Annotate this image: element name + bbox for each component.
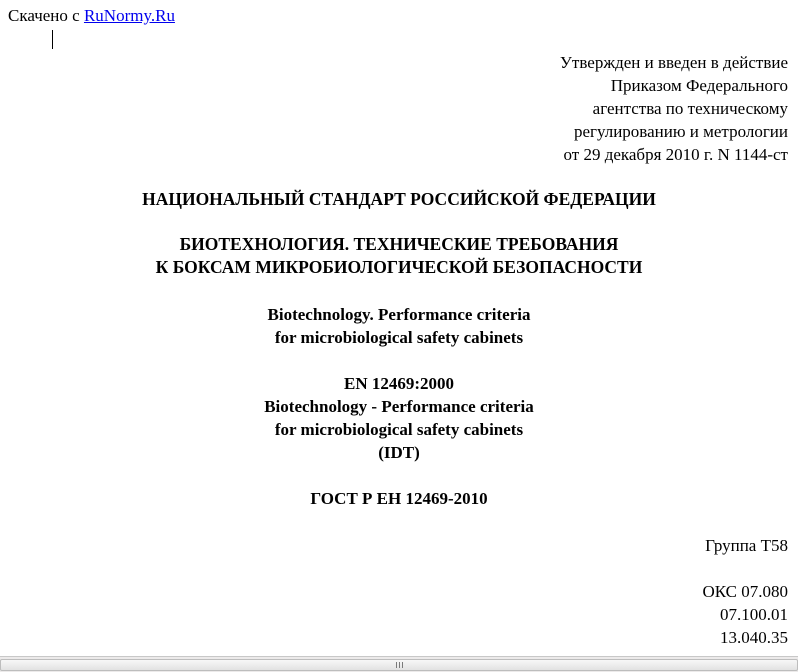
- reference-line: Biotechnology - Performance criteria: [264, 397, 534, 416]
- oks-block: [702, 580, 788, 649]
- document-title: [0, 233, 798, 279]
- title-line: БИОТЕХНОЛОГИЯ. ТЕХНИЧЕСКИЕ ТРЕБОВАНИЯ: [179, 234, 619, 254]
- group-text: Группа Т58: [705, 536, 788, 555]
- standard-heading: [0, 188, 798, 211]
- reference-line: EN 12469:2000: [343, 374, 455, 393]
- oks-line: 07.100.01: [720, 605, 788, 624]
- oks-line: ОКС 07.080: [702, 582, 788, 601]
- approval-line: от 29 декабря 2010 г. N 1144-ст: [563, 145, 788, 164]
- reference-standard: [0, 372, 798, 464]
- approval-line: Приказом Федерального: [610, 76, 788, 95]
- reference-line: (IDT): [378, 443, 420, 462]
- english-title-line: Biotechnology. Performance criteria: [267, 305, 531, 324]
- english-title: [0, 303, 798, 349]
- title-line: К БОКСАМ МИКРОБИОЛОГИЧЕСКОЙ БЕЗОПАСНОСТИ: [155, 257, 643, 277]
- source-prefix: Скачено с: [8, 6, 84, 25]
- approval-line: агентства по техническому: [592, 99, 788, 118]
- source-link[interactable]: RuNormy.Ru: [83, 6, 175, 25]
- horizontal-scrollbar[interactable]: [0, 656, 798, 672]
- approval-line: Утвержден и введен в действие: [559, 53, 788, 72]
- reference-line: for microbiological safety cabinets: [274, 420, 524, 439]
- approval-line: регулированию и метрологии: [573, 122, 788, 141]
- scrollbar-thumb[interactable]: [0, 659, 798, 671]
- text-cursor: [52, 30, 53, 49]
- gost-number: [0, 487, 798, 510]
- approval-block: [560, 51, 788, 166]
- gost-number-text: ГОСТ Р ЕН 12469-2010: [310, 489, 488, 508]
- english-title-line: for microbiological safety cabinets: [274, 328, 524, 347]
- grip-lines-icon: [396, 662, 406, 668]
- standard-heading-text: НАЦИОНАЛЬНЫЙ СТАНДАРТ РОССИЙСКОЙ ФЕДЕРАЦИИ: [142, 189, 656, 209]
- group-block: [705, 534, 788, 557]
- oks-line: 13.040.35: [720, 628, 788, 647]
- source-line: [8, 6, 175, 26]
